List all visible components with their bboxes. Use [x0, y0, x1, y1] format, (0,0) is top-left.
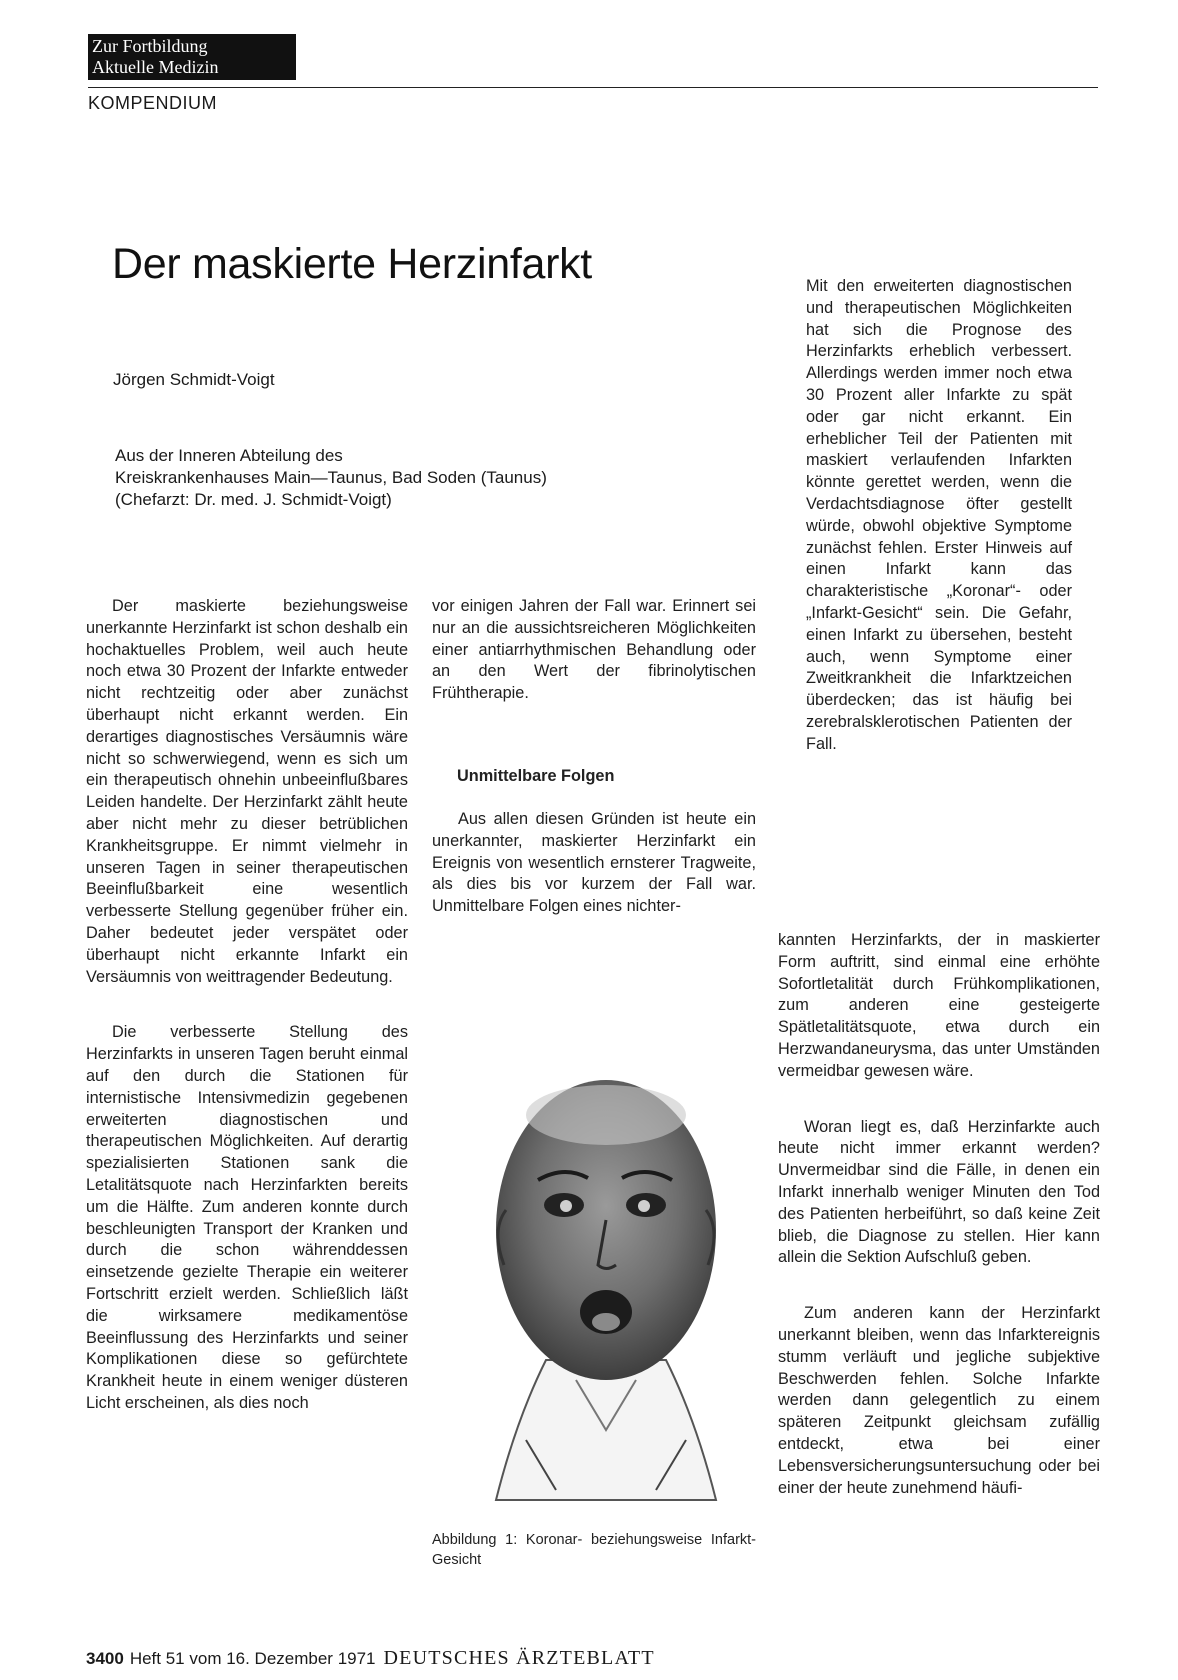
- column-1: [86, 596, 408, 1415]
- header-divider: [88, 87, 1098, 88]
- section-badge-line1: Zur Fortbildung: [92, 36, 208, 56]
- abstract-column: [806, 276, 1072, 756]
- section-badge: [88, 34, 296, 80]
- article-title: Der maskierte Herzinfarkt: [112, 240, 592, 288]
- subheading: Unmittelbare Folgen: [457, 767, 615, 785]
- article-author: Jörgen Schmidt-Voigt: [113, 370, 275, 389]
- paragraph: Der maskierte beziehungsweise unerkannte Herzinfarkt ist schon deshalb ein hochaktuelles Problem, weil auch heute noch etwa 30 Prozent der Infarkte entweder nicht rechtzeitig oder aber zunächst überhaupt nicht erkannt werden. Ein derartiges diagnostisches Versäumnis wäre nicht so schwerwiegend, wenn es sich um ein therapeutisch ohnehin unbeeinflußbares Leiden handelte. Der Herzinfarkt zählt heute aber nicht mehr zu dieser betrüblichen Krankheitsgruppe. Er nimmt vielmehr in unseren Tagen in seiner therapeutischen Beeinflußbarkeit eine wesentlich verbesserte Stellung gegenüber früher ein. Daher bedeutet jeder verspätet oder überhaupt nicht erkannte Infarkt ein Versäumnis von weittragender Bedeutung.: [86, 597, 408, 986]
- column-3-body: [778, 930, 1100, 1499]
- column-2-top: [432, 596, 756, 705]
- patient-face-photo: [456, 1060, 756, 1520]
- page-number: 3400: [86, 1649, 124, 1668]
- issue-info: Heft 51 vom 16. Dezember 1971: [129, 1649, 376, 1668]
- paragraph: kannten Herzinfarkts, der in maskierter Form auftritt, sind einmal eine erhöhte Sofortletalität durch Frühkomplikationen, zum anderen eine gesteigerte Spätletalitätsquote, etwa durch ein Herzwandaneurysma, das unter Umständen vermeidbar gewesen wäre.: [778, 931, 1100, 1080]
- affiliation-line: Aus der Inneren Abteilung des: [115, 446, 343, 465]
- figure-caption: Abbildung 1: Koronar- beziehungsweise Infarkt-Gesicht: [432, 1532, 756, 1568]
- author-affiliation: [115, 445, 547, 511]
- affiliation-line: (Chefarzt: Dr. med. J. Schmidt-Voigt): [115, 490, 392, 509]
- paragraph: Die verbesserte Stellung des Herzinfarkts in unseren Tagen beruht einmal auf den durch die Stationen für internistische Intensivmedizin gegebenen erweiterten diagnostischen und therapeutischen Möglichkeiten. Auf derartig spezialisierten Stationen sank die Letalitätsquote nach Herzinfarkten bereits um die Hälfte. Zum anderen konnte durch beschleunigten Transport der Kranken und durch die schon währenddessen einsetzende gezielte Therapie ein weiterer Fortschritt erzielt werden. Schließlich läßt die wirksamere medikamentöse Beeinflussung des Herzinfarkts und seiner Komplikationen diese so gefürchtete Krankheit heute in einem weniger düsteren Licht erscheinen, als dies noch: [86, 1023, 408, 1412]
- affiliation-line: Kreiskrankenhauses Main—Taunus, Bad Soden (Taunus): [115, 468, 547, 487]
- section-badge-line2: Aktuelle Medizin: [92, 57, 219, 77]
- paragraph: vor einigen Jahren der Fall war. Erinnert sei nur an die aussichtsreicheren Möglichkeiten einer antiarrhythmischen Behandlung oder an den Wert der fibrinolytischen Frühtherapie.: [432, 597, 756, 703]
- paragraph: Woran liegt es, daß Herzinfarkte auch heute nicht immer erkannt werden? Unvermeidbar sind die Fälle, in denen ein Infarkt innerhalb weniger Minuten den Tod des Patienten herbeiführt, so daß keine Zeit blieb, die Diagnose zu stellen. Hier kann allein die Sektion Aufschluß geben.: [778, 1117, 1100, 1267]
- journal-name: DEUTSCHES ÄRZTEBLATT: [383, 1647, 655, 1669]
- paragraph: Zum anderen kann der Herzinfarkt unerkannt bleiben, wenn das Infarktereignis stumm verläuft und jegliche subjektive Beschwerden fehlen. Solche Infarkte werden dann gelegentlich zu einem späteren Zeitpunkt gleichsam zufällig entdeckt, etwa bei einer Lebensversicherungsuntersuchung oder bei einer der heute zunehmend häufi-: [778, 1304, 1100, 1497]
- paragraph: Aus allen diesen Gründen ist heute ein unerkannter, maskierter Herzinfarkt ein Ereignis von wesentlich ernsterer Tragweite, als dies bis vor kurzem der Fall war. Unmittelbare Folgen eines nichter-: [432, 810, 756, 916]
- section-label: KOMPENDIUM: [88, 93, 218, 113]
- abstract-text: Mit den erweiterten diagnostischen und therapeutischen Möglichkeiten hat sich die Prognose des Herzinfarkts erheblich verbessert. Allerdings werden immer noch etwa 30 Prozent aller Infarkte zu spät oder gar nicht erkannt. Ein erheblicher Teil der Patienten mit maskiert verlaufenden Infarkten könnte gerettet werden, wenn die Verdachtsdiagnose öfter gestellt würde, obwohl objektive Symptome zunächst fehlen. Erster Hinweis auf einen Infarkt kann das charakteristische „Koronar“- oder „Infarkt-Gesicht“ sein. Die Gefahr, einen Infarkt zu übersehen, besteht auch, wenn Symptome einer Zweitkrankheit die Infarktzeichen überdecken; das ist häufig bei zerebralsklerotischen Patienten der Fall.: [806, 277, 1072, 753]
- column-2-body: [432, 809, 756, 918]
- page-footer: [86, 1647, 655, 1670]
